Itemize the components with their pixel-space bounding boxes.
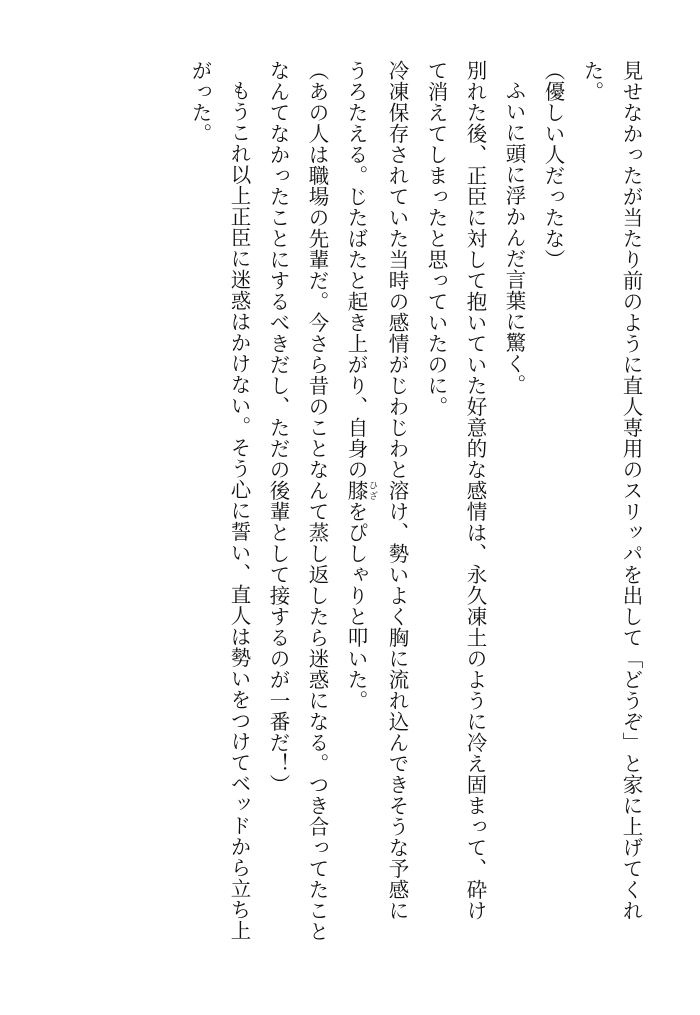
text-line-3: （優しい人だったな） (541, 60, 565, 270)
text-line-10: なんてなかったことにするべきだし、ただの後輩として接するのが一番だ！） (266, 60, 290, 795)
text-line-7: 冷凍保存されていた当時の感情がじわじわと溶け、勢いよく胸に流れ込んできそうな予感に (385, 60, 409, 921)
ruby-line-after: をぴしゃりと叩いた。 (344, 501, 368, 711)
text-line-12: がった。 (188, 60, 212, 144)
text-line-2: た。 (580, 60, 604, 102)
vertical-text-block (180, 60, 650, 960)
ruby-base: 膝 (344, 480, 368, 501)
text-line-5: 別れた後、正臣に対して抱いていた好意的な感情は、永久凍土のように冷え固まって、砕け (463, 60, 487, 921)
text-line-11: もうこれ以上正臣に迷惑はかけない。そう心に誓い、直人は勢いをつけてベッドから立ち上 (227, 80, 251, 941)
text-line-1: 見せなかったが当たり前のように直人専用のスリッパを出して「どうぞ」と家に上げてくれ (619, 60, 643, 921)
ruby-word (344, 480, 377, 501)
text-line-9: （あの人は職場の先輩だ。今さら昔のことなんて蒸し返したら迷惑になる。つき合ってたこと (305, 60, 329, 942)
ruby-reading: ひざ (367, 480, 377, 501)
text-line-4: ふいに頭に浮かんだ言葉に驚く。 (502, 80, 526, 395)
text-line-8-start: うろたえる。じたばたと起き上がり、 (344, 60, 368, 417)
ruby-line-before: 自身の (344, 417, 368, 480)
text-line-8 (336, 60, 377, 960)
text-line-6: て消えてしまったと思っていたのに。 (424, 60, 448, 417)
